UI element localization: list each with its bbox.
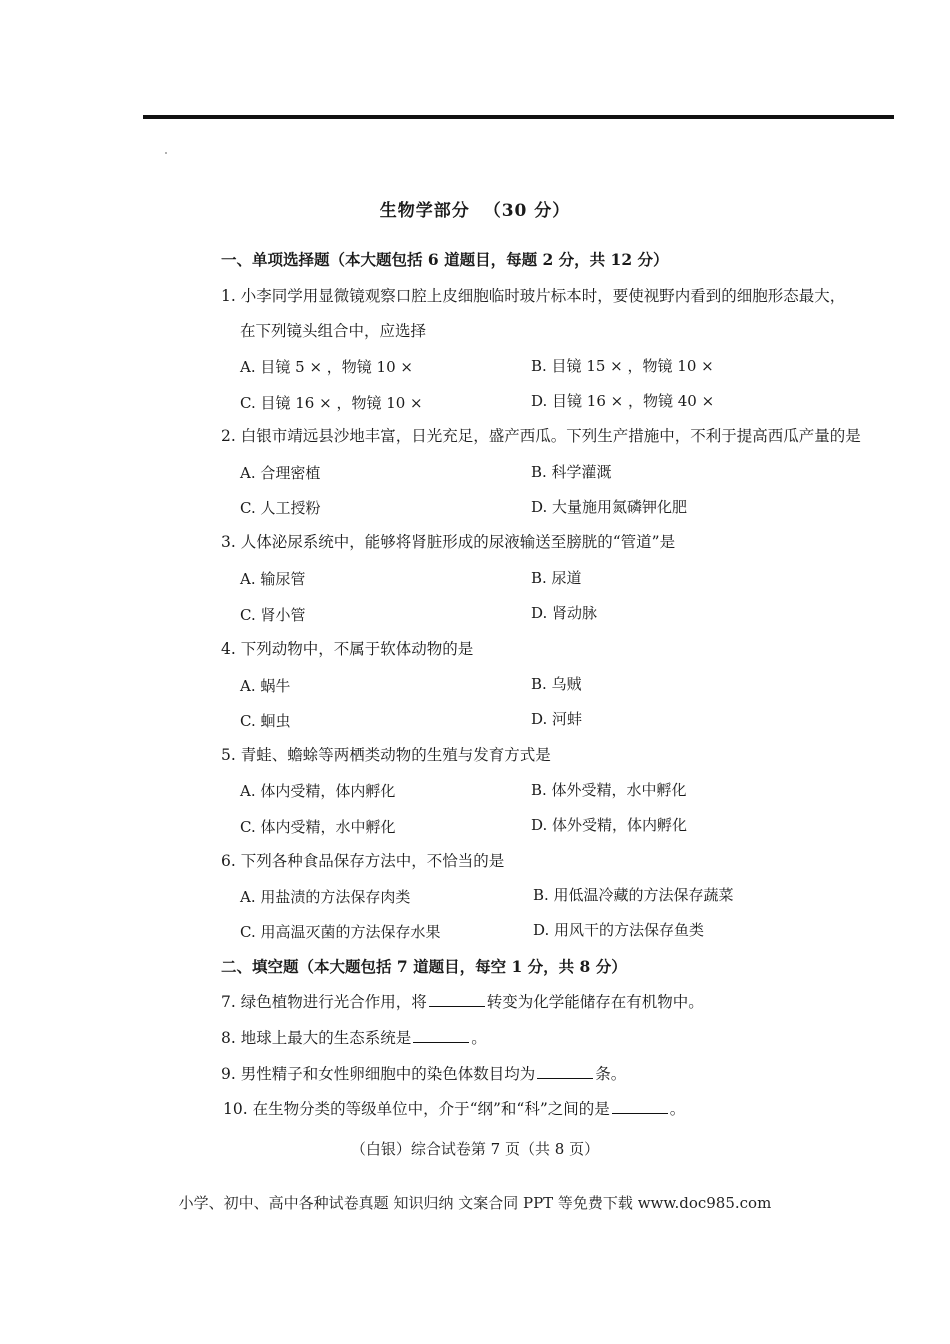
answer-blank [537, 1064, 593, 1079]
section-title [0, 196, 950, 221]
question-3-option-d: D. 肾动脉 [531, 604, 598, 622]
question-6-option-d: D. 用风干的方法保存鱼类 [533, 921, 705, 939]
question-8-text-after: 。 [471, 1029, 487, 1047]
question-10-text-before: 10. 在生物分类的等级单位中，介于“纲”和“科”之间的是 [223, 1100, 610, 1118]
question-8-text-before: 8. 地球上最大的生态系统是 [221, 1029, 412, 1047]
question-4: 4. 下列动物中，不属于软体动物的是 [221, 640, 474, 658]
question-6-option-a: A. 用盐渍的方法保存肉类 [240, 888, 411, 906]
question-1-option-a: A. 目镜 5 × ，物镜 10 × [240, 358, 413, 376]
question-5-option-b: B. 体外受精，水中孵化 [531, 781, 687, 799]
question-1-option-d: D. 目镜 16 × ，物镜 40 × [531, 392, 715, 410]
scan-speck [165, 152, 167, 154]
question-1-line1: 1. 小李同学用显微镜观察口腔上皮细胞临时玻片标本时，要使视野内看到的细胞形态最大， [221, 287, 846, 305]
download-watermark: 小学、初中、高中各种试卷真题 知识归纳 文案合同 PPT 等免费下载 www.doc985.com [178, 1194, 772, 1212]
question-5-option-c: C. 体内受精，水中孵化 [240, 818, 396, 836]
answer-blank [429, 992, 485, 1007]
question-2: 2. 白银市靖远县沙地丰富，日光充足，盛产西瓜。下列生产措施中，不利于提高西瓜产量的是 [221, 427, 861, 445]
answer-blank [413, 1028, 469, 1043]
page-footer: （白银）综合试卷第 7 页（共 8 页） [350, 1140, 600, 1158]
question-4-option-a: A. 蜗牛 [240, 677, 291, 695]
question-8 [221, 1028, 487, 1048]
question-5-option-a: A. 体内受精，体内孵化 [240, 782, 396, 800]
question-7-text-after: 转变为化学能储存在有机物中。 [486, 993, 704, 1011]
question-6-option-c: C. 用高温灭菌的方法保存水果 [240, 923, 441, 941]
question-7 [221, 992, 704, 1012]
question-5-option-d: D. 体外受精，体内孵化 [531, 816, 688, 834]
question-4-option-b: B. 乌贼 [531, 675, 582, 693]
question-1-option-c: C. 目镜 16 × ，物镜 10 × [240, 394, 423, 412]
question-3-option-c: C. 肾小管 [240, 606, 306, 624]
question-4-option-c: C. 蛔虫 [240, 712, 291, 730]
section-title-text: 生物学部分 [379, 201, 470, 221]
top-rule [143, 115, 894, 119]
question-3-option-a: A. 输尿管 [240, 570, 306, 588]
question-2-option-a: A. 合理密植 [240, 464, 321, 482]
question-10-text-after: 。 [669, 1100, 686, 1118]
question-9-text-before: 9. 男性精子和女性卵细胞中的染色体数目均为 [221, 1065, 536, 1083]
question-3: 3. 人体泌尿系统中，能够将肾脏形成的尿液输送至膀胱的“管道”是 [221, 533, 676, 551]
question-2-option-c: C. 人工授粉 [240, 499, 321, 517]
question-5: 5. 青蛙、蟾蜍等两栖类动物的生殖与发育方式是 [221, 746, 551, 764]
question-2-option-d: D. 大量施用氮磷钾化肥 [531, 498, 688, 516]
part1-heading: 一、单项选择题（本大题包括 6 道题目，每题 2 分，共 12 分） [221, 250, 669, 269]
question-1-line2: 在下列镜头组合中，应选择 [240, 322, 427, 340]
question-10 [223, 1099, 685, 1119]
question-2-option-b: B. 科学灌溉 [531, 463, 612, 481]
question-9-text-after: 条。 [595, 1065, 627, 1083]
answer-blank [612, 1099, 668, 1114]
question-6: 6. 下列各种食品保存方法中，不恰当的是 [221, 852, 505, 870]
part2-heading: 二、填空题（本大题包括 7 道题目，每空 1 分，共 8 分） [221, 957, 627, 976]
question-7-text-before: 7. 绿色植物进行光合作用，将 [221, 993, 427, 1011]
question-3-option-b: B. 尿道 [531, 569, 582, 587]
section-score: （30 分） [483, 201, 571, 221]
question-4-option-d: D. 河蚌 [531, 710, 583, 728]
question-1-option-b: B. 目镜 15 × ，物镜 10 × [531, 357, 714, 375]
question-9 [221, 1064, 626, 1084]
question-6-option-b: B. 用低温冷藏的方法保存蔬菜 [533, 886, 734, 904]
